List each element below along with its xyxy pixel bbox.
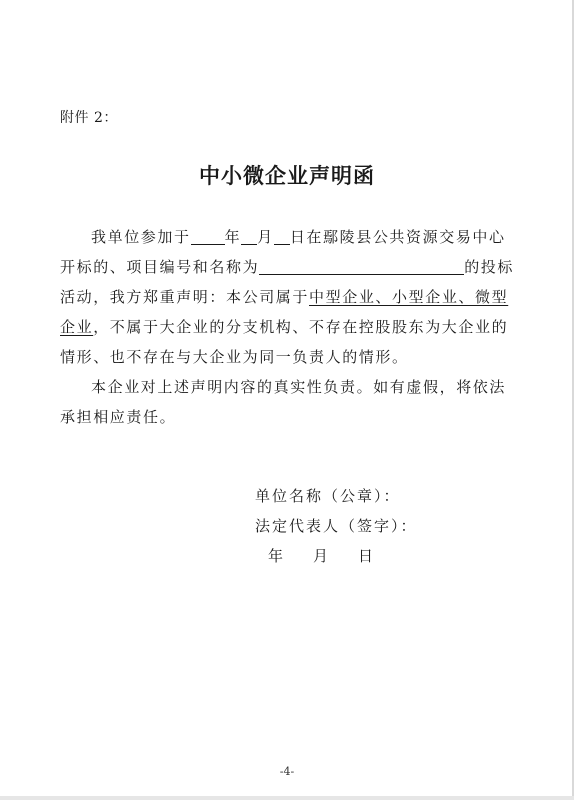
date-day: 日 [358,547,376,565]
month-blank[interactable] [241,228,257,245]
date-line [268,545,403,566]
declaration-body [60,222,520,432]
attachment-label: 附件 2： [60,110,118,126]
text-bid-activity: 的投标活动，我方郑重声明：本公司属于 [60,258,515,306]
legal-representative-label: 法定代表人（签字）： [255,517,418,535]
year-blank[interactable] [191,228,225,245]
day-blank[interactable] [274,228,290,245]
page-number: -4- [279,765,295,778]
page-title: 中小微企业声明函 [199,164,375,188]
text-not-branch: ，不属于大企业的分支机构、不存在控股股东为大企业的情形、也不存在与大企业为同一负责人的情形。 [60,318,509,366]
text-month: 月 [257,228,274,246]
declaration-paragraph-2: 本企业对上述声明内容的真实性负责。如有虚假，将依法承担相应责任。 [60,378,507,426]
text-participate: 我单位参加于 [91,228,191,246]
text-year: 年 [224,228,242,246]
page-bottom-edge [0,796,574,800]
unit-name-seal-label: 单位名称（公章）： [255,487,401,505]
project-name-blank[interactable] [259,258,464,275]
date-year: 年 [268,547,286,565]
enterprise-type-options: 中型企业、小型企业、微型企业 [60,288,509,336]
declaration-paragraph-1 [60,222,520,372]
text-day-venue: 日在鄢陵县公共资源交易中心开标的、项目编号和名称为 [60,228,506,276]
date-month: 月 [313,547,331,565]
